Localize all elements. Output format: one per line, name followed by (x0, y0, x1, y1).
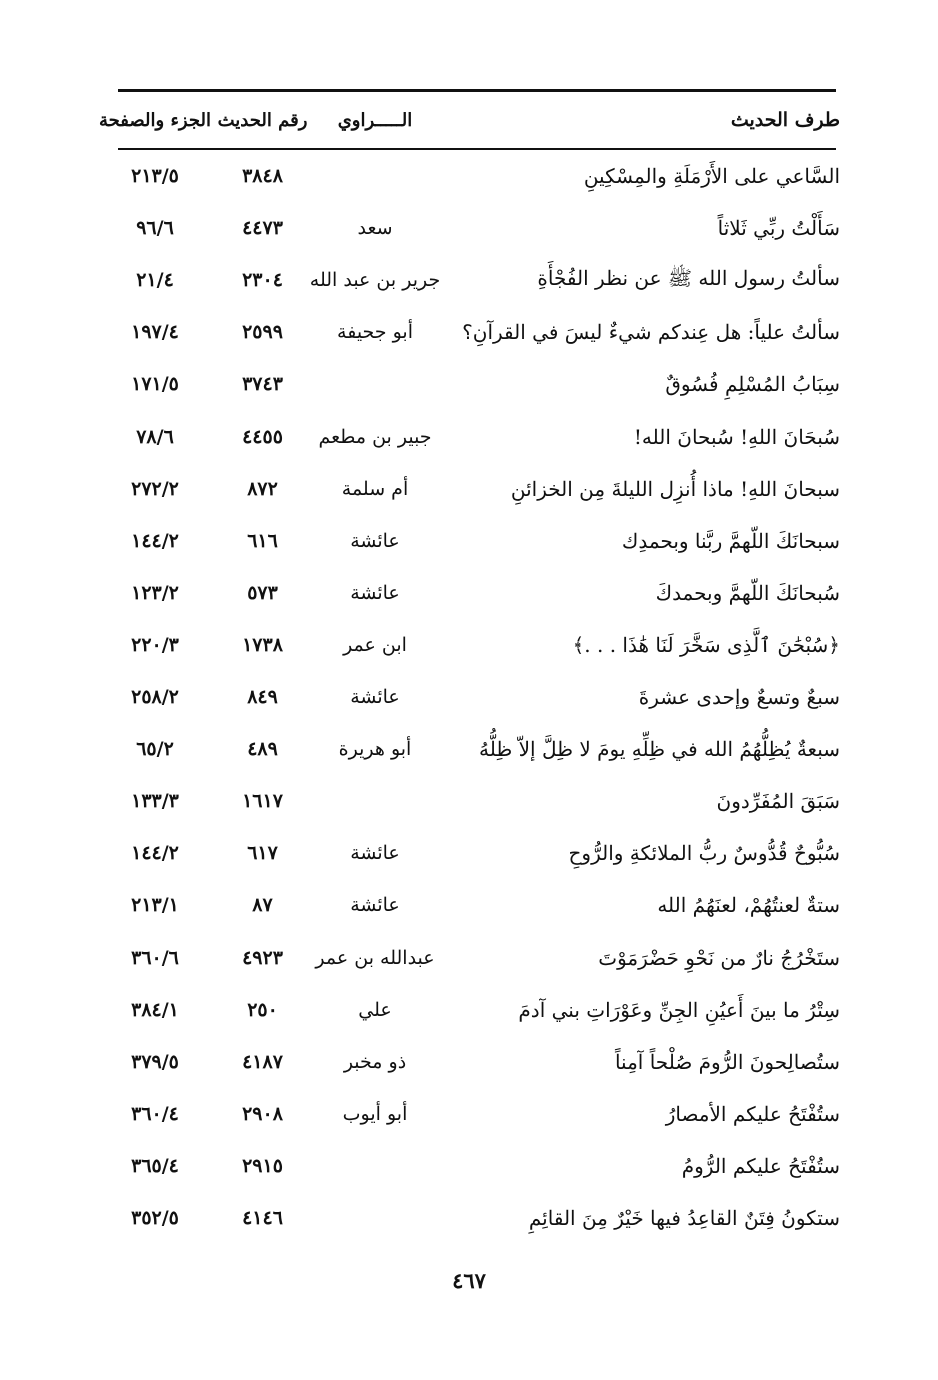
table-row (100, 306, 840, 358)
narrator (315, 358, 435, 410)
hadith-number: ٥٧٣ (247, 581, 278, 604)
header-hadith-number: رقم الحديث (217, 109, 308, 131)
hadith-number: ٢٣٠٤ (242, 269, 283, 292)
hadith-text: سألتُ رسول الله ﷺ عن نظر الفُجْأَةِ (537, 265, 840, 290)
hadith-text: سَبَقَ المُفَرِّدونَ (716, 789, 840, 814)
narrator: عائشة (350, 894, 400, 917)
narrator: ابن عمر (343, 633, 407, 656)
hadith-number: ٦١٦ (247, 529, 278, 552)
hadith-text: ستُصالِحونَ الرُّومَ صُلْحاً آمِناً (614, 1049, 840, 1074)
hadith-number: ٤٤٧٣ (242, 217, 283, 240)
table-row (100, 515, 840, 567)
hadith-number: ٤٤٥٥ (242, 425, 283, 448)
narrator (315, 1140, 435, 1192)
table-row (100, 827, 840, 879)
volume-page: ٢٧٢/٢ (131, 477, 179, 500)
narrator: سعد (357, 217, 393, 240)
narrator: أبو جحيفة (337, 321, 413, 344)
table-row (100, 671, 840, 723)
table-row (100, 567, 840, 619)
hadith-text: سِتْرُ ما بينَ أَعيُنِ الجِنِّ وعَوْرَاتِ بني آدمَ (518, 997, 840, 1022)
table-row (100, 1192, 840, 1244)
narrator: عبدالله بن عمر (315, 946, 435, 969)
hadith-text: سألتُ علياً: هل عِندكم شيءٌ ليسَ في القرآنِ؟ (462, 320, 840, 345)
table-row (100, 984, 840, 1036)
volume-page: ١٣٣/٣ (131, 790, 179, 813)
table-row (100, 411, 840, 463)
hadith-number: ٢٥٠ (247, 998, 278, 1021)
narrator: عائشة (350, 529, 400, 552)
volume-page: ٩٦/٦ (136, 217, 174, 240)
volume-page: ٣٥٢/٥ (131, 1207, 179, 1229)
table-row (100, 463, 840, 515)
volume-page: ٣٧٩/٥ (131, 1050, 179, 1073)
narrator: علي (358, 998, 392, 1021)
hadith-text: سبعةٌ يُظِلُّهُمُ الله في ظِلِّهِ يومَ لا ظِلَّ إلاّ ظِلُّهُ (479, 737, 840, 762)
table-row (100, 1140, 840, 1192)
hadith-text: سُبحانَكَ اللّهمَّ وبحمدكَ (655, 580, 840, 605)
hadith-number: ١٦١٧ (242, 790, 283, 813)
hadith-number: ٨٧٢ (247, 477, 278, 500)
volume-page: ١٧١/٥ (131, 373, 179, 396)
volume-page: ٧٨/٦ (136, 425, 174, 448)
volume-page: ٣٨٤/١ (131, 998, 179, 1021)
narrator (315, 1192, 435, 1244)
volume-page: ٣٦٥/٤ (131, 1154, 179, 1177)
table-row (100, 723, 840, 775)
header-hadith-text: طرف الحديث (730, 109, 840, 131)
hadith-number: ٦١٧ (247, 842, 278, 865)
hadith-text: سبعٌ وتسعٌ وإحدى عشرةَ (638, 685, 840, 709)
table-row (100, 254, 840, 306)
volume-page: ١٤٤/٢ (131, 529, 179, 552)
table-row (100, 619, 840, 671)
volume-page: ١٢٣/٢ (131, 581, 179, 604)
volume-page: ٢١٣/٥ (131, 165, 179, 187)
volume-page: ١٤٤/٢ (131, 842, 179, 865)
narrator: عائشة (350, 842, 400, 865)
hadith-text: ستةٌ لعنتُهُمْ، لعنَهُمُ الله (657, 893, 840, 918)
hadith-number: ٤٨٩ (247, 738, 278, 761)
hadith-text: سبحانَكَ اللّهمَّ ربَّنا وبحمدِك (621, 528, 840, 553)
hadith-text: السَّاعي على الأَرْمَلَةِ والمِسْكِينِ (583, 164, 840, 188)
hadith-text: ستُفْتَحُ عليكم الرُّومُ (681, 1153, 840, 1178)
hadith-number: ٤١٤٦ (242, 1207, 283, 1229)
volume-page: ٣٦٠/٦ (131, 946, 179, 969)
hadith-number: ١٧٣٨ (242, 633, 283, 656)
hadith-number: ٤٩٢٣ (242, 946, 283, 969)
narrator: أبو أيوب (342, 1102, 408, 1125)
hadith-text: سُبُّوحٌ قُدُّوسٌ ربُّ الملائكةِ والرُّوحِ (568, 841, 840, 866)
table-row (100, 775, 840, 827)
table-row (100, 879, 840, 931)
header-volume-page: الجزء والصفحة (99, 109, 211, 131)
hadith-text: سُبحَانَ اللهِ! سُبحانَ الله! (633, 424, 840, 449)
hadith-text: سِبَابُ المُسْلِمِ فُسُوقٌ (665, 372, 840, 397)
table-row (100, 1036, 840, 1088)
narrator: ذو مخبر (343, 1050, 407, 1073)
narrator: عائشة (350, 686, 400, 708)
hadith-number: ٣٨٤٨ (242, 165, 283, 187)
narrator (315, 775, 435, 827)
table-header (100, 98, 840, 142)
hadith-number: ٨٧ (252, 894, 273, 917)
volume-page: ٢٢٠/٣ (131, 633, 179, 656)
narrator: أم سلمة (341, 477, 409, 500)
narrator: أبو هريرة (338, 738, 412, 761)
volume-page: ٢١/٤ (136, 269, 174, 292)
hadith-number: ٨٤٩ (247, 686, 278, 708)
hadith-number: ٤١٨٧ (242, 1050, 283, 1073)
table-row (100, 1088, 840, 1140)
table-row (100, 932, 840, 984)
table-row (100, 202, 840, 254)
volume-page: ١٩٧/٤ (131, 321, 179, 344)
hadith-text: ستُفْتَحُ عليكم الأمصارُ (665, 1101, 840, 1126)
hadith-number: ٣٧٤٣ (242, 373, 283, 396)
hadith-number: ٢٩١٥ (242, 1154, 283, 1177)
hadith-text: ستكونُ فِتَنٌ القاعِدُ فيها خَيْرٌ مِنَ القائِمِ (528, 1206, 840, 1230)
hadith-text: ستَخْرُجُ نارٌ من نَحْوِ حَضْرَمَوْتَ (598, 945, 840, 970)
hadith-text: ﴿سُبْحَٰنَ ٱلَّذِى سَخَّرَ لَنَا هَٰذَا . . .﴾ (572, 632, 840, 657)
hadith-number: ٢٩٠٨ (242, 1102, 283, 1125)
narrator: جبير بن مطعم (318, 425, 432, 448)
narrator: جرير بن عبد الله (309, 269, 441, 292)
page-number: ٤٦٧ (452, 1268, 486, 1293)
narrator: عائشة (350, 581, 400, 604)
table-row (100, 150, 840, 202)
narrator (315, 150, 435, 202)
hadith-text: سَأَلْتُ ربِّي ثَلاثاً (717, 216, 840, 241)
volume-page: ٢٥٨/٢ (131, 686, 179, 708)
table-top-rule (118, 89, 836, 92)
hadith-number: ٢٥٩٩ (242, 321, 283, 344)
volume-page: ٦٥/٢ (136, 738, 174, 761)
volume-page: ٣٦٠/٤ (131, 1102, 179, 1125)
header-narrator: الـــــراوي (337, 109, 413, 131)
table-row (100, 358, 840, 410)
volume-page: ٢١٣/١ (131, 894, 179, 917)
hadith-text: سبحانَ اللهِ! ماذا أُنزِل الليلةَ مِن الخزائنِ (510, 476, 840, 501)
